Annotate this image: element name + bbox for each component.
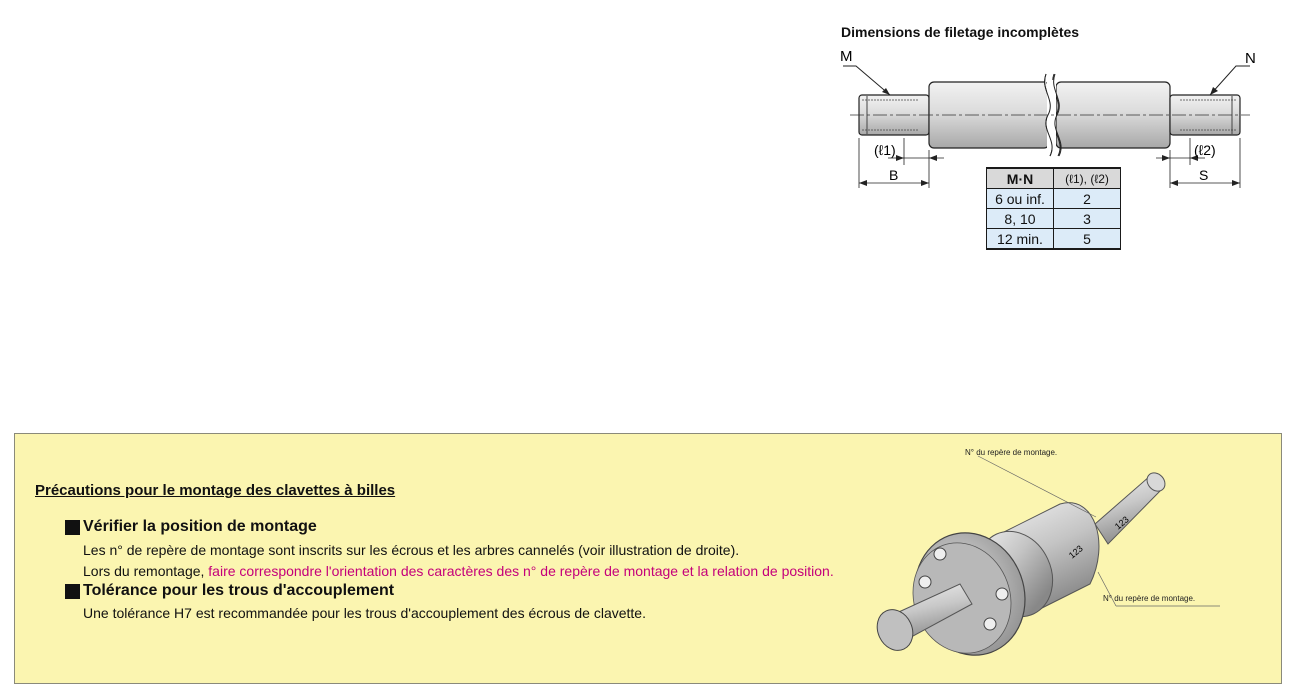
- label-b: B: [889, 167, 899, 183]
- table-cell: 5: [1054, 229, 1121, 250]
- thread-diagram-title: Dimensions de filetage incomplètes: [841, 24, 1080, 40]
- table-cell: 3: [1054, 209, 1121, 229]
- table-header-row: [987, 168, 1121, 189]
- line2-highlight: faire correspondre l'orientation des caractères des n° de repère de montage et la relation de position.: [208, 563, 834, 579]
- table-cell: 12 min.: [987, 229, 1054, 250]
- table-header-mn: M·N: [987, 168, 1054, 189]
- section-title-text: Vérifier la position de montage: [83, 518, 317, 535]
- label-l2: (ℓ2): [1194, 142, 1216, 158]
- ball-spline-illustration: [850, 434, 1270, 684]
- table-row: [987, 229, 1121, 250]
- thread-length-table: [986, 167, 1121, 250]
- illustration-label-top: N° du repère de montage.: [965, 448, 1058, 457]
- label-n: N: [1245, 50, 1256, 67]
- label-l1: (ℓ1): [874, 142, 896, 158]
- precautions-box: [14, 433, 1282, 684]
- section1-line1: Les n° de repère de montage sont inscrits sur les écrous et les arbres cannelés (voir illustration de droite).: [83, 542, 740, 558]
- table-cell: 8, 10: [987, 209, 1054, 229]
- square-bullet-icon: [65, 584, 80, 599]
- precautions-heading: Précautions pour le montage des clavettes à billes: [35, 482, 396, 499]
- table-cell: 6 ou inf.: [987, 189, 1054, 209]
- label-s: S: [1199, 167, 1209, 183]
- square-bullet-icon: [65, 520, 80, 535]
- table-header-l: (ℓ1), (ℓ2): [1054, 168, 1121, 189]
- table-row: [987, 209, 1121, 229]
- table-row: [987, 189, 1121, 209]
- section1-line2: [83, 563, 834, 579]
- section2-line1: Une tolérance H7 est recommandée pour les trous d'accouplement des écrous de clavette.: [83, 605, 646, 621]
- illustration-label-bottom: N° du repère de montage.: [1103, 594, 1196, 603]
- section-title-tolerance: [65, 582, 394, 600]
- table-cell: 2: [1054, 189, 1121, 209]
- mark-number-shaft: 123: [1112, 514, 1131, 532]
- label-m: M: [840, 48, 853, 65]
- mark-number-nut: 123: [1066, 543, 1085, 561]
- section-title-position: [65, 518, 317, 536]
- line2-prefix: Lors du remontage,: [83, 563, 209, 579]
- section-title-text: Tolérance pour les trous d'accouplement: [83, 582, 395, 599]
